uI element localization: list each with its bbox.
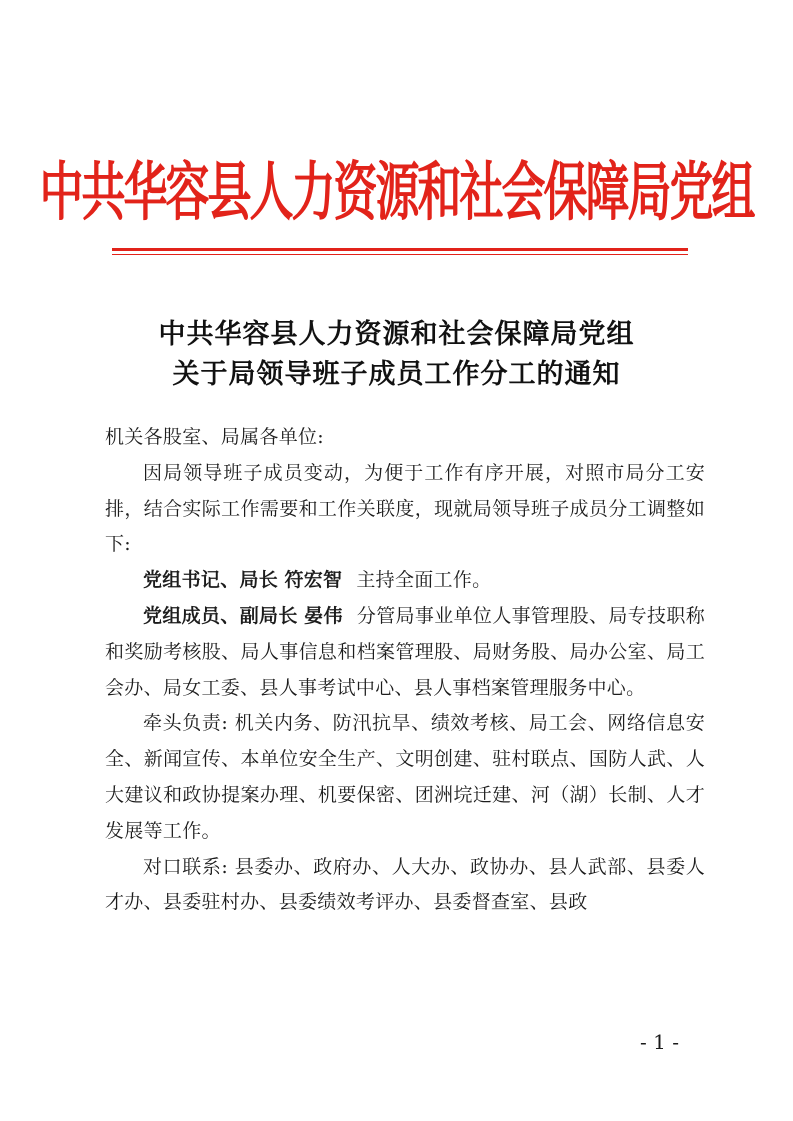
leader-title: 党组成员、副局长 — [143, 604, 298, 627]
leader-name: 符宏智 — [284, 569, 343, 592]
salutation: 机关各股室、局属各单位: — [105, 426, 325, 448]
leader-duty: 主持全面工作。 — [356, 569, 492, 592]
document-title-line-2: 关于局领导班子成员工作分工的通知 — [172, 359, 621, 390]
document-body — [105, 420, 705, 921]
liaison-paragraph: 对口联系: 县委办、政府办、人大办、政协办、县人武部、县委人才办、县委驻村办、县委绩效考评办、县委督查室、县政 — [105, 855, 705, 914]
leader-duty: 分管局事业单位人事管理股、局专技职称和奖励考核股、局人事信息和档案管理股、局财务股、局办公室、局工会办、局女工委、县人事考试中心、县人事档案管理服务中心。 — [105, 604, 705, 699]
leader-name: 晏伟 — [304, 604, 343, 627]
masthead-title: 中共华容县人力资源和社会保障局党组 — [39, 155, 754, 230]
red-divider-line — [112, 248, 688, 251]
intro-paragraph: 因局领导班子成员变动，为便于工作有序开展，对照市局分工安排，结合实际工作需要和工作关联度，现就局领导班子成员分工调整如下: — [105, 461, 705, 556]
leader-paragraph — [105, 599, 705, 706]
page-number: - 1 - — [640, 1030, 679, 1054]
lead-responsibility-paragraph: 牵头负责: 机关内务、防汛抗旱、绩效考核、局工会、网络信息安全、新闻宣传、本单位安全生产、文明创建、驻村联点、国防人武、人大建议和政协提案办理、机要保密、团洲垸迁建、河（湖）长制、人才发展等工作。 — [105, 712, 705, 842]
leader-paragraph — [105, 563, 705, 599]
document-title-line-1: 中共华容县人力资源和社会保障局党组 — [158, 319, 635, 350]
leader-title: 党组书记、局长 — [143, 569, 279, 592]
red-divider-line-thin — [112, 254, 688, 255]
